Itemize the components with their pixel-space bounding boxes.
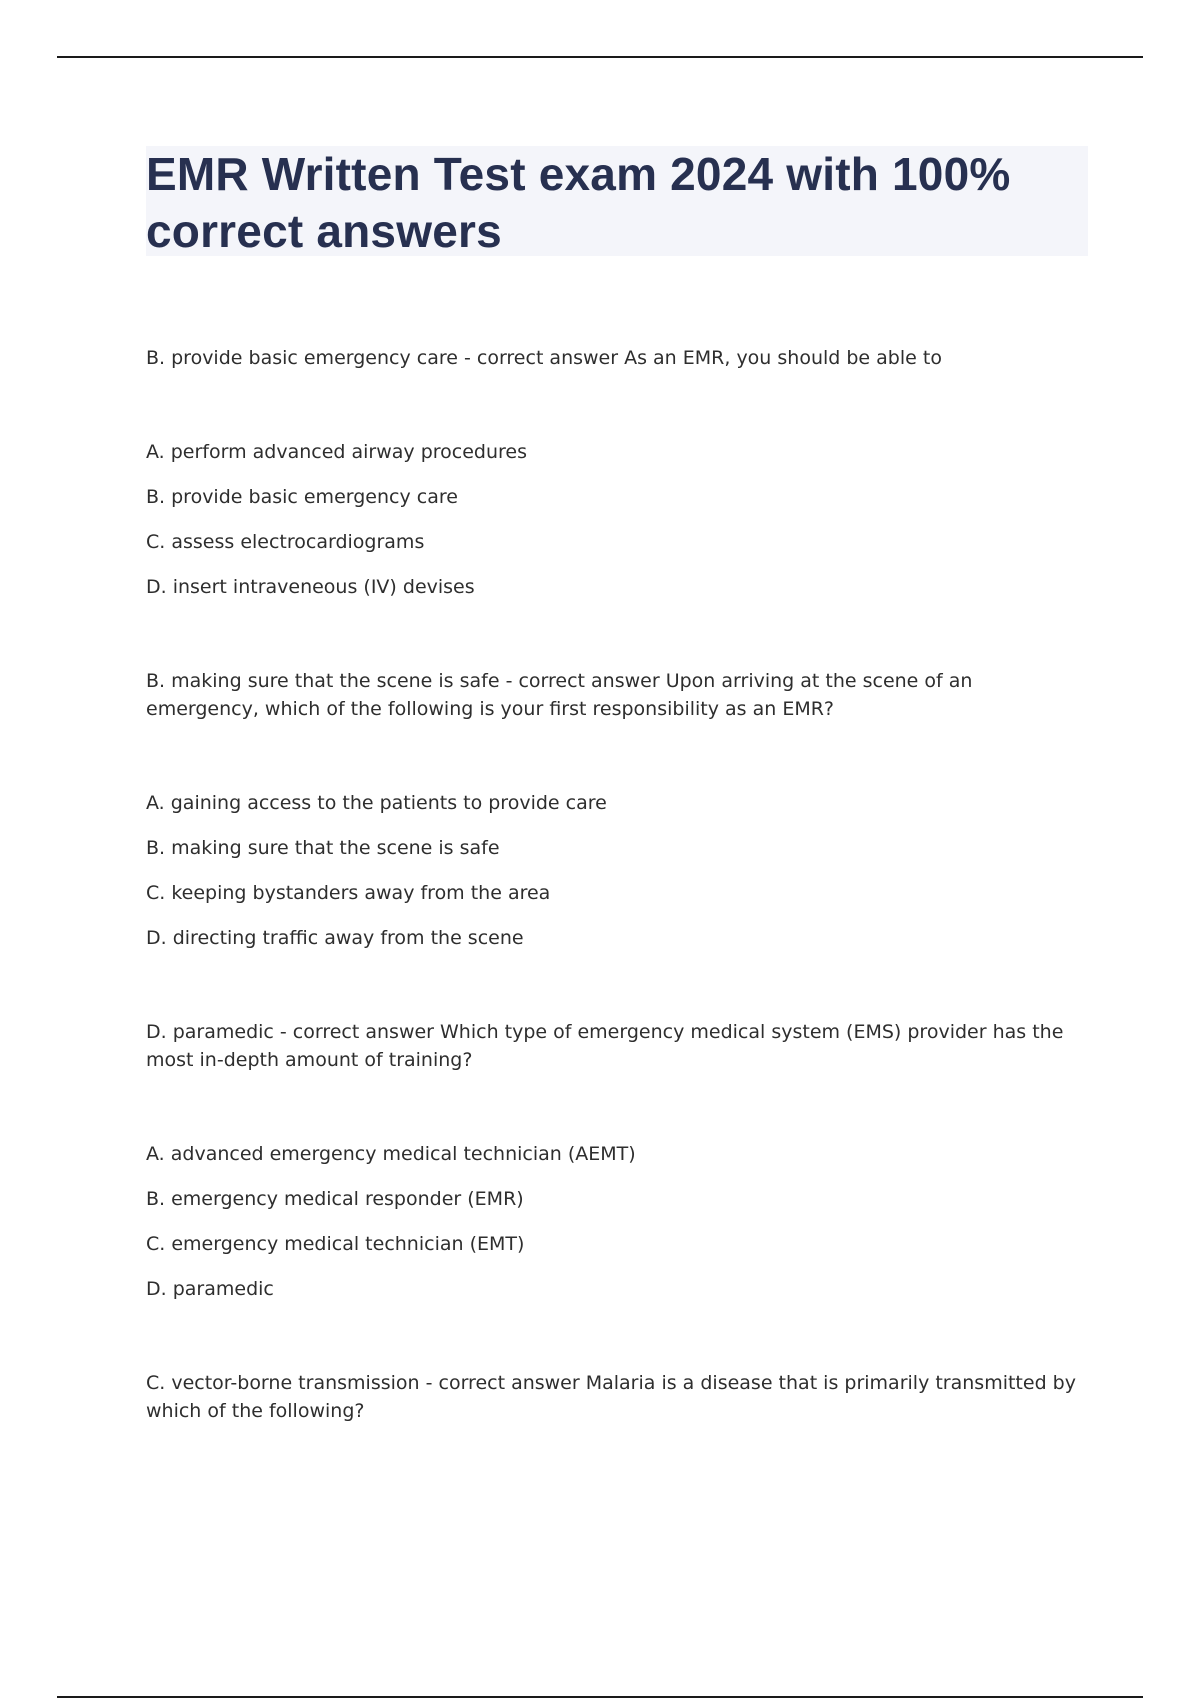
options-list	[146, 1140, 1086, 1303]
document-body	[146, 344, 1086, 1491]
option-item: A. advanced emergency medical technician (AEMT)	[146, 1143, 636, 1165]
question-answer-text: D. paramedic - correct answer Which type of emergency medical system (EMS) provider has the most in-depth amount of training?	[146, 1021, 1064, 1071]
options-list	[146, 438, 1086, 601]
document-title: EMR Written Test exam 2024 with 100% correct answers	[146, 148, 1011, 257]
options-list	[146, 789, 1086, 952]
option-item: B. making sure that the scene is safe	[146, 837, 500, 859]
question-answer-text: B. provide basic emergency care - correct answer As an EMR, you should be able to	[146, 347, 942, 369]
question-block-4	[146, 1369, 1086, 1425]
question-block-1	[146, 344, 1086, 601]
question-block-3	[146, 1018, 1086, 1303]
option-item: D. paramedic	[146, 1278, 274, 1300]
option-item: C. emergency medical technician (EMT)	[146, 1233, 525, 1255]
option-item: A. gaining access to the patients to provide care	[146, 792, 607, 814]
question-answer-text: B. making sure that the scene is safe - correct answer Upon arriving at the scene of an emergency, which of the following is your first responsibility as an EMR?	[146, 670, 973, 720]
footer-rule	[57, 1696, 1143, 1698]
option-item: D. directing traffic away from the scene	[146, 927, 524, 949]
option-item: C. keeping bystanders away from the area	[146, 882, 551, 904]
header-rule	[57, 56, 1143, 58]
question-answer-text: C. vector-borne transmission - correct answer Malaria is a disease that is primarily transmitted by which of the following?	[146, 1372, 1076, 1422]
option-item: B. provide basic emergency care	[146, 486, 458, 508]
option-item: A. perform advanced airway procedures	[146, 441, 528, 463]
option-item: D. insert intraveneous (IV) devises	[146, 576, 475, 598]
option-item: B. emergency medical responder (EMR)	[146, 1188, 524, 1210]
option-item: C. assess electrocardiograms	[146, 531, 425, 553]
question-block-2	[146, 667, 1086, 952]
